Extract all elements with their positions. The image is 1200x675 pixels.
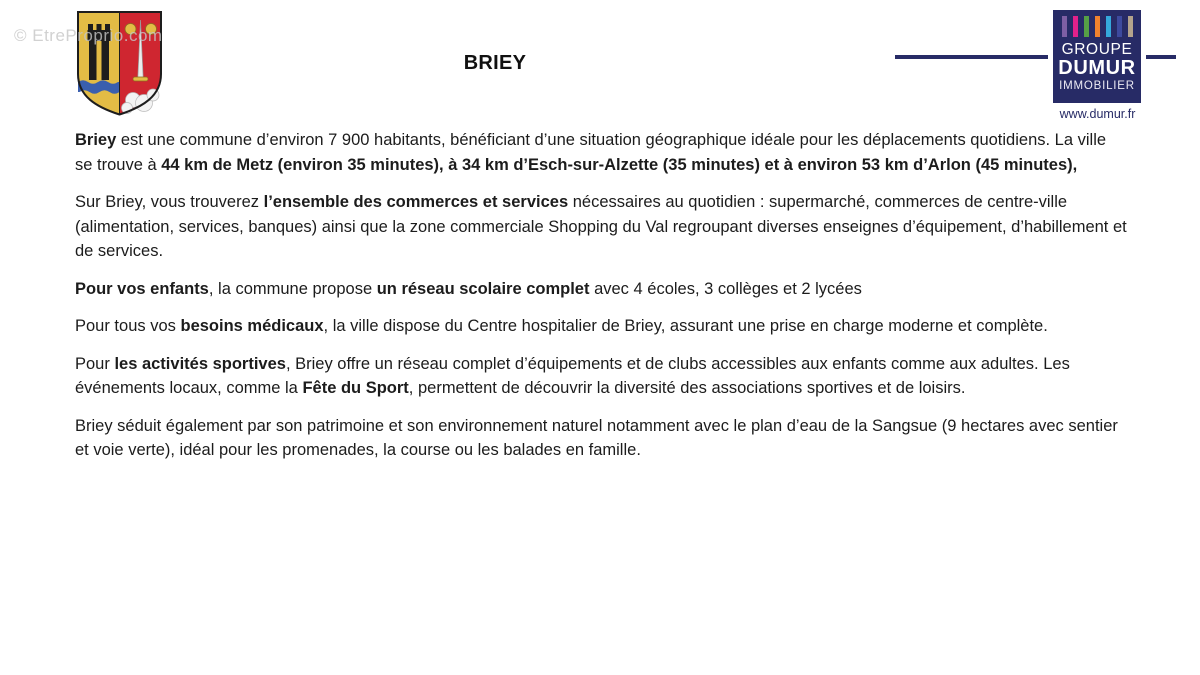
text-run: Sur Briey, vous trouverez — [75, 193, 264, 211]
logo-color-bars — [1062, 16, 1133, 37]
logo-website-link[interactable]: www.dumur.fr — [1059, 107, 1136, 121]
logo-color-bar — [1128, 16, 1133, 37]
description-paragraphs — [75, 128, 1128, 476]
text-run-bold: les activités sportives — [114, 354, 286, 373]
text-run: est une commune d’environ 7 900 habitants, bénéficiant d’une situation géographique idéale pour les déplacements quotidiens. La ville se trouve à — [75, 131, 1107, 174]
text-run: , la commune propose — [208, 279, 377, 298]
divider-line-left — [895, 55, 1048, 59]
text-run: Briey séduit également par son patrimoine et son environnement naturel notamment avec le plan d’eau de la Sangsue (9 hectares avec sentier et voie verte), idéal pour les promenades, la course ou les balades en famille. — [75, 416, 1118, 459]
logo-color-bar — [1073, 16, 1078, 37]
text-run-bold: un réseau scolaire complet — [376, 279, 590, 298]
logo-color-bar — [1106, 16, 1111, 37]
paragraph — [75, 314, 1128, 339]
coat-of-arms-icon — [72, 8, 167, 118]
logo-color-bar — [1117, 16, 1122, 37]
logo-text-dumur: DUMUR — [1058, 57, 1136, 79]
paragraph — [75, 414, 1128, 463]
text-run: avec 4 écoles, 3 collèges et 2 lycées — [589, 279, 862, 298]
text-run-bold: Pour vos enfants — [75, 279, 209, 298]
text-run: , la ville dispose du Centre hospitalier de Briey, assurant une prise en charge moderne et complète. — [323, 317, 1048, 335]
paragraph — [75, 277, 1128, 302]
text-run-bold: besoins médicaux — [180, 317, 324, 335]
page-title: BRIEY — [463, 52, 527, 74]
text-run: Pour — [75, 354, 115, 373]
divider-line-right — [1146, 55, 1176, 59]
logo-color-bar — [1062, 16, 1067, 37]
text-run-bold: Fête du Sport — [302, 379, 409, 397]
logo-text-immobilier: IMMOBILIER — [1059, 80, 1135, 92]
logo-color-bar — [1095, 16, 1100, 37]
groupe-dumur-logo — [1053, 10, 1141, 103]
text-run: nécessaires au quotidien : supermarché, commerces de centre-ville (alimentation, services, banques) ainsi que la zone commerciale Shopping du Val regroupant diverses enseignes d’équipement, d’habillement et de services. — [75, 193, 1127, 260]
text-run: , permettent de découvrir la diversité des associations sportives et de loisirs. — [408, 379, 966, 397]
logo-text-groupe: GROUPE — [1061, 41, 1133, 58]
watermark-text: © EtreProprio.com — [14, 26, 163, 45]
text-run-bold: 44 km de Metz (environ 35 minutes), à 34 km d’Esch-sur-Alzette (35 minutes) et à environ 53 km d’Arlon (45 minutes), — [161, 155, 1078, 174]
text-run-bold: l’ensemble des commerces et services — [263, 193, 569, 211]
text-run: Pour tous vos — [75, 317, 181, 335]
text-run: , Briey offre un réseau complet d’équipements et de clubs accessibles aux enfants comme aux adultes. Les événements locaux, comme la — [75, 354, 1070, 397]
paragraph — [75, 128, 1128, 177]
paragraph — [75, 352, 1128, 401]
logo-color-bar — [1084, 16, 1089, 37]
paragraph — [75, 190, 1128, 264]
text-run-bold: Briey — [75, 131, 117, 149]
